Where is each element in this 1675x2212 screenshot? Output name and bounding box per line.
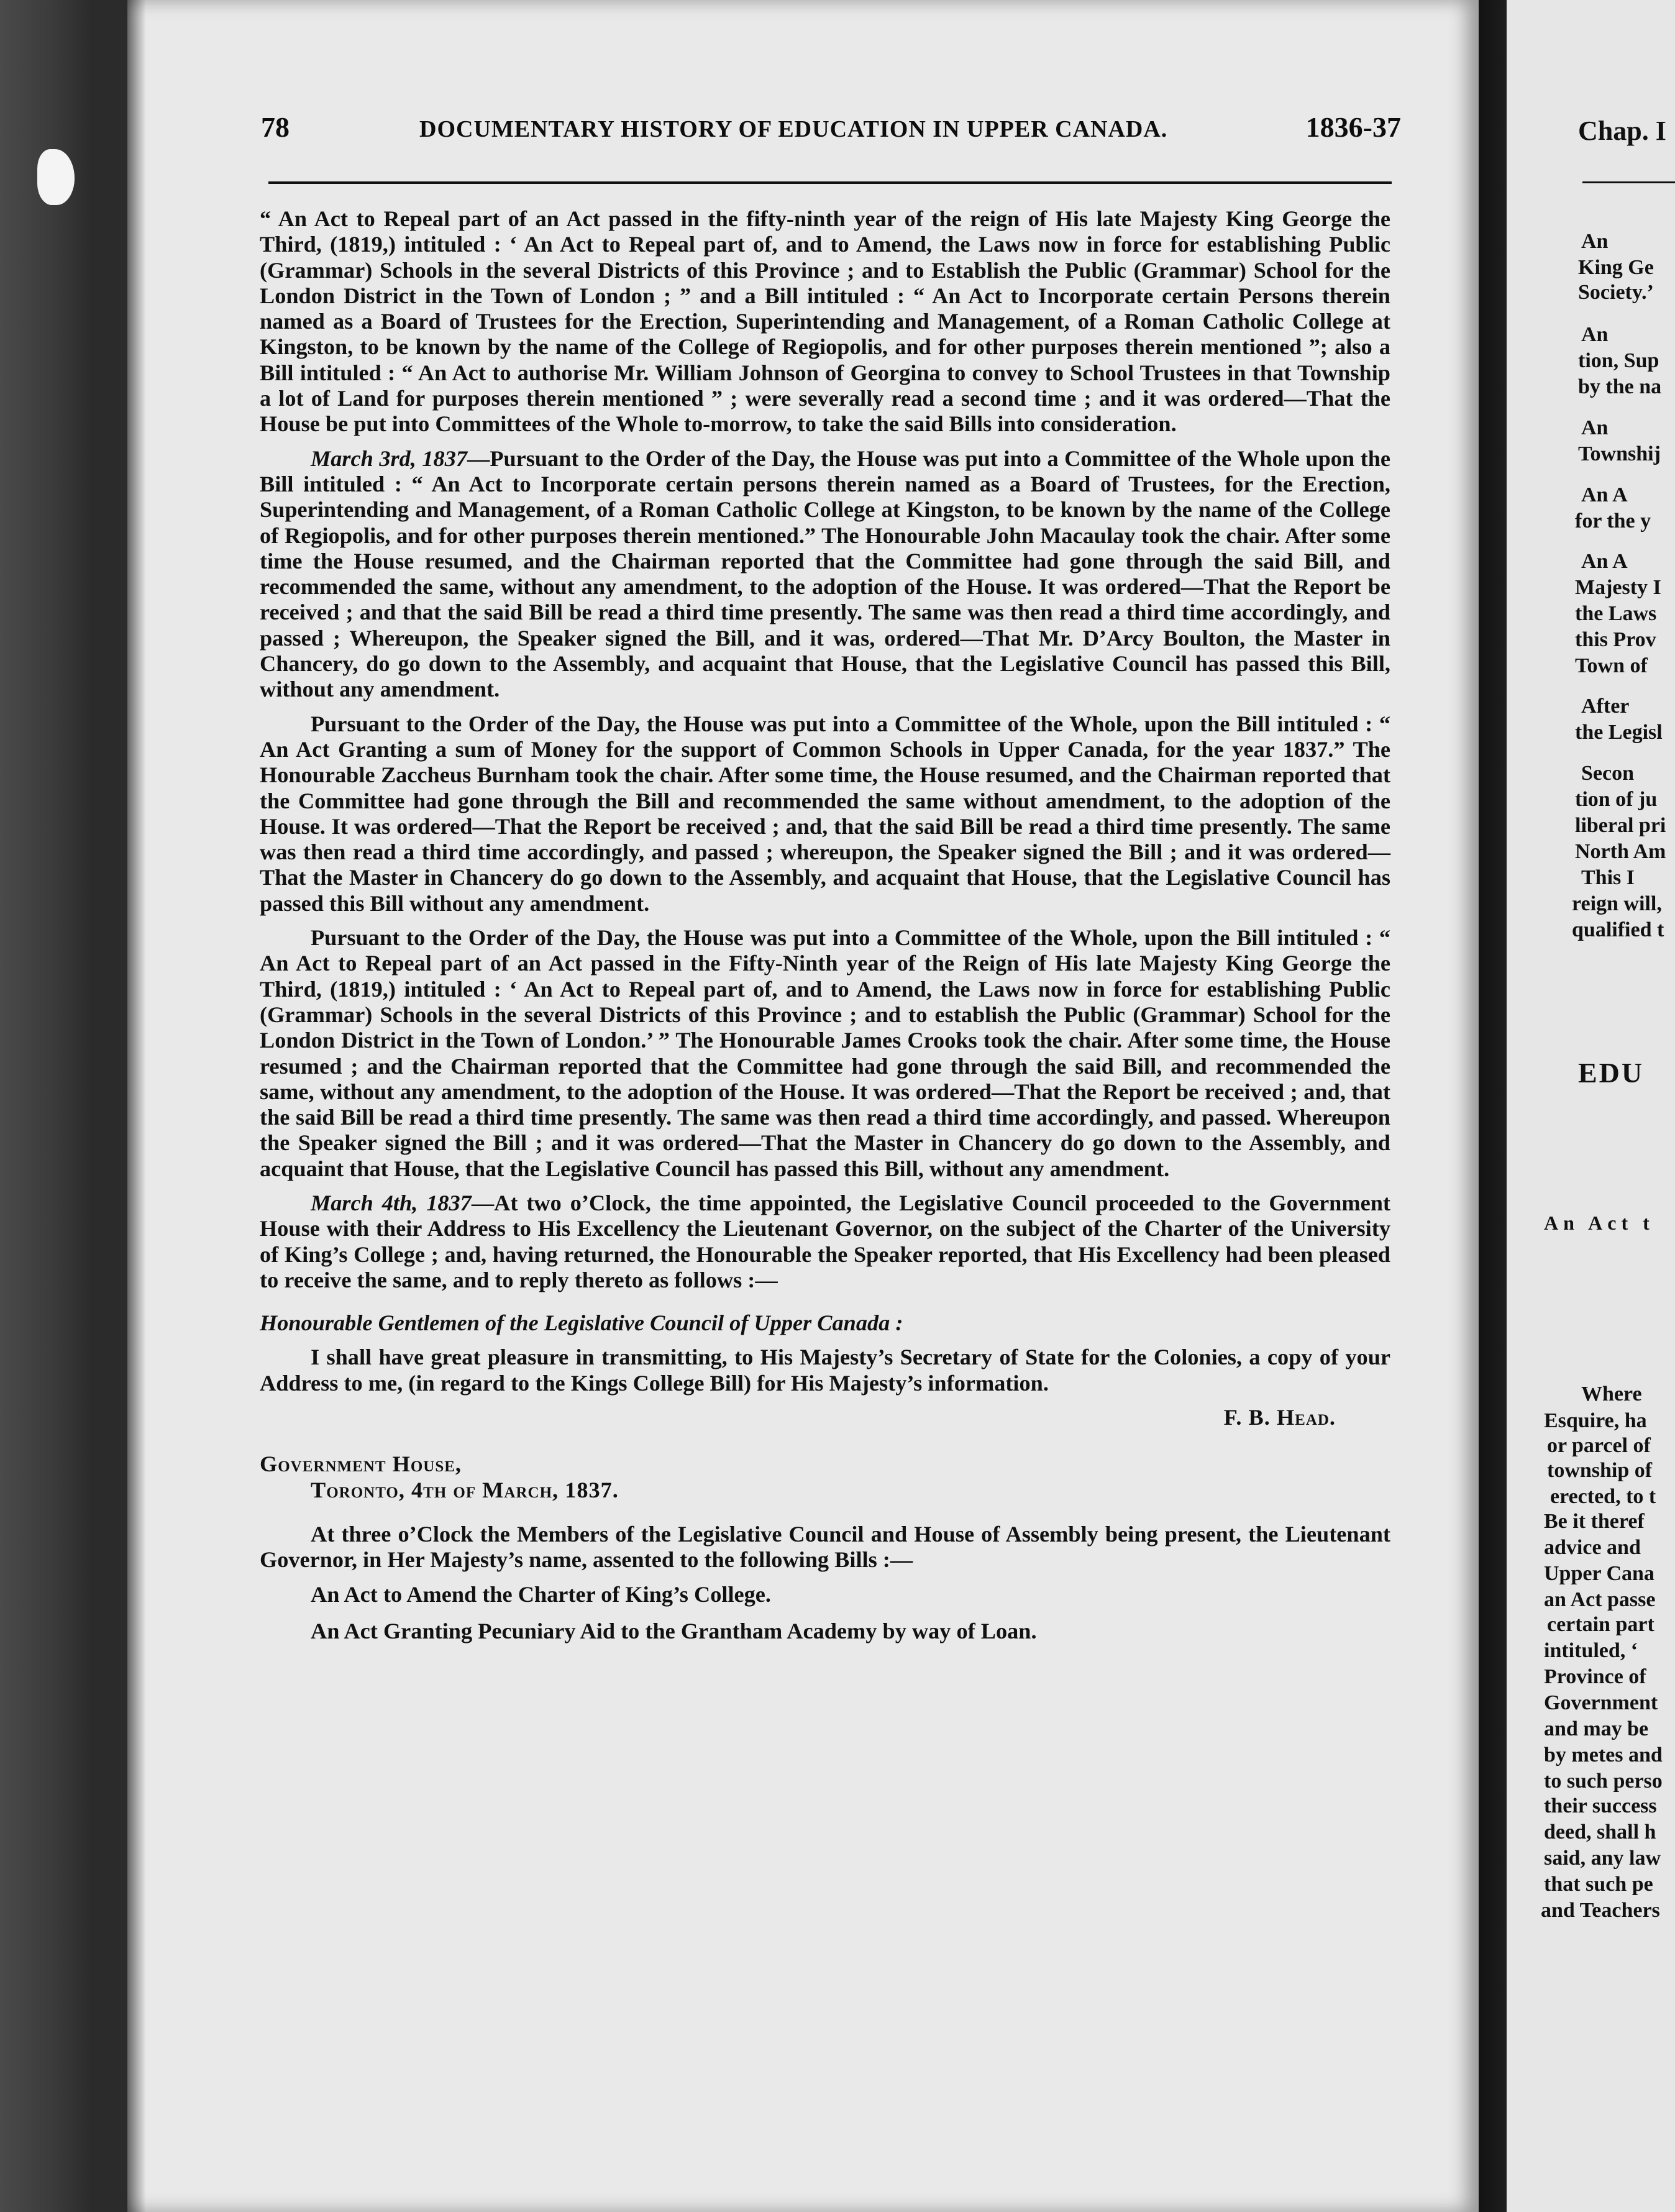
facing-page-line: Be it theref	[1544, 1510, 1645, 1533]
running-head	[261, 111, 1401, 154]
facing-page-line: this Prov	[1575, 628, 1656, 651]
facing-page-line: An	[1581, 230, 1609, 253]
facing-page-line: An A	[1581, 550, 1628, 573]
facing-page-line: and Teachers	[1541, 1899, 1660, 1922]
facing-page-line: Majesty I	[1575, 576, 1661, 599]
facing-page-header: Chap. I	[1578, 116, 1666, 146]
facing-page-line: Town of	[1575, 654, 1648, 677]
facing-page-line: Where	[1581, 1382, 1642, 1405]
facing-page-line: by the na	[1578, 375, 1662, 398]
paragraph-march-4th-text: —At two o’Clock, the time appointed, the Legislative Council proceeded to the Government House with their Address to His Excellency the Lieutenant Governor, on the subject of the Charter of the University of King’s College ; and, having returned, the Honourable the Speaker reported, that His Excellency had been pleased to receive the same, and to reply thereto as follows :—	[260, 1190, 1390, 1292]
paragraph-march-3rd	[260, 446, 1390, 703]
page-body	[260, 206, 1390, 1655]
place-line: Government House,	[260, 1451, 462, 1477]
facing-page-line: to such perso	[1544, 1770, 1663, 1793]
facing-page-line: the Laws	[1575, 602, 1657, 625]
bill-kings-college: An Act to Amend the Charter of King’s College.	[311, 1581, 771, 1607]
facing-page-line: qualified t	[1572, 918, 1664, 941]
date-march-4th: March 4th, 1837	[311, 1190, 472, 1215]
facing-page-line: North Am	[1575, 840, 1666, 863]
date-march-3rd: March 3rd, 1837	[311, 446, 468, 471]
facing-page-line: This I	[1581, 866, 1635, 889]
facing-page-line: liberal pri	[1575, 814, 1666, 837]
assent-paragraph: At three o’Clock the Members of the Legislative Council and House of Assembly being present, the Lieutenant Governor, in Her Majesty’s name, assented to the following Bills :—	[260, 1521, 1390, 1573]
facing-page-line: and may be	[1544, 1717, 1649, 1740]
facing-page-line: certain part	[1547, 1613, 1654, 1636]
facing-page-line: the Legisl	[1575, 721, 1663, 744]
page-number: 78	[261, 111, 290, 143]
facing-page-line: An Act t	[1544, 1212, 1654, 1234]
facing-page-line: that such pe	[1544, 1873, 1653, 1896]
paragraph-march-3rd-text: —Pursuant to the Order of the Day, the House was put into a Committee of the Whole upon the Bill intituled : “ An Act to Incorporate certain persons therein named as a Board of Trustees, for the Erection, Superintending and Management, of a Roman Catholic College at Kingston, to be known by the name of the College of Regiopolis, and for other purposes therein mentioned.” The Honourable John Macaulay took the chair. After some time the House resumed, and the Chairman reported that the Committee had gone through the said Bill, and recommended the same, without any amendment, to the adoption of the House. It was ordered—That the Report be received ; and that the said Bill be read a third time presently. The same was then read a third time accordingly, and passed ; Whereupon, the Speaker signed the Bill, and it was, ordered—That Mr. D’Arcy Boulton, the Master in Chancery, do go down to the Assembly, and acquaint that House, that the Legislative Council has passed this Bill, without any amendment.	[260, 446, 1391, 702]
facing-page-line: tion of ju	[1575, 788, 1658, 811]
running-year: 1836-37	[1305, 111, 1401, 143]
facing-page-line: an Act passe	[1544, 1588, 1656, 1611]
facing-page-line: Townshij	[1578, 442, 1661, 465]
facing-page-line: After	[1581, 695, 1630, 718]
page-gutter	[1479, 0, 1507, 2212]
governor-reply: I shall have great pleasure in transmitting, to His Majesty’s Secretary of State for the Colonies, a copy of your Address to me, (in regard to the Kings College Bill) for His Majesty’s information.	[260, 1345, 1390, 1396]
place-date-line: Toronto, 4th of March, 1837.	[311, 1477, 619, 1502]
facing-page-line: deed, shall h	[1544, 1821, 1656, 1844]
facing-page	[1507, 0, 1675, 2212]
facing-page-line: Government	[1544, 1691, 1658, 1714]
facing-page-line: advice and	[1544, 1536, 1641, 1559]
facing-page-line: township of	[1547, 1459, 1653, 1482]
paragraph-bills-second-reading: “ An Act to Repeal part of an Act passed in the fifty-ninth year of the reign of His late Majesty King George the Third, (1819,) intituled : ‘ An Act to Repeal part of, and to Amend, the Laws now in force for establishing Public (Grammar) Schools in the several Districts of this Province ; and to Establish the Public (Grammar) School for the London District in the Town of London ; ” and a Bill intituled : “ An Act to Incorporate certain Persons therein named as a Board of Trustees for the Erection, Superintending and Management, of a Roman Catholic College at Kingston, to be known by the name of the College of Regiopolis, and for other purposes therein mentioned ”; also a Bill intituled : “ An Act to authorise Mr. William Johnson of Georgina to convey to School Trustees in that Township a lot of Land for purposes therein mentioned ” ; were severally read a second time ; and it was ordered—That the House be put into Committees of the Whole to-morrow, to take the said Bills into consideration.	[260, 206, 1390, 437]
facing-page-line: EDU	[1578, 1057, 1645, 1089]
facing-page-line: erected, to t	[1550, 1485, 1656, 1508]
bill-grantham-academy: An Act Granting Pecuniary Aid to the Grantham Academy by way of Loan.	[311, 1618, 1037, 1643]
paragraph-grammar-schools-bill: Pursuant to the Order of the Day, the House was put into a Committee of the Whole, upon the Bill intituled : “ An Act to Repeal part of an Act passed in the Fifty-Ninth year of the Reign of His late Majesty King George the Third, (1819,) intituled : ‘ An Act to Repeal part of, and to Amend, the Laws now in force for establishing Public (Grammar) Schools in the several Districts of this Province ; and to establish the Public (Grammar) School for the London District in the Town of London.’ ” The Honourable James Crooks took the chair. After some time, the House resumed ; and the Chairman reported that the Committee had gone through the said Bill, and recommended the same, without any amendment, to the adoption of the House. It was ordered—That the Report be received ; and, that the said Bill be read a third time presently. The same was then read a third time accordingly, and passed. Whereupon the Speaker signed the Bill ; and it was ordered—That the Master in Chancery do go down to the Assembly, and acquaint that House, that the Legislative Council has passed this Bill, without any amendment.	[260, 925, 1390, 1181]
signature: F. B. Head.	[1223, 1405, 1336, 1430]
facing-page-line: or parcel of	[1547, 1434, 1651, 1457]
facing-header-rule	[1582, 181, 1675, 183]
facing-page-line: Society.’	[1578, 281, 1654, 304]
facing-page-line: Esquire, ha	[1544, 1409, 1647, 1432]
facing-page-line: Secon	[1581, 762, 1634, 785]
facing-page-line: reign will,	[1572, 892, 1662, 915]
facing-page-line: for the y	[1575, 510, 1651, 532]
facing-page-text	[1507, 0, 1675, 2212]
facing-page-line: Upper Cana	[1544, 1562, 1654, 1585]
facing-page-line: their success	[1544, 1794, 1657, 1817]
address-heading: Honourable Gentlemen of the Legislative Council of Upper Canada :	[260, 1310, 903, 1336]
paragraph-common-schools-bill: Pursuant to the Order of the Day, the House was put into a Committee of the Whole, upon the Bill intituled : “ An Act Granting a sum of Money for the support of Common Schools in Upper Canada, for the year 1837.” The Honourable Zaccheus Burnham took the chair. After some time, the House resumed, and the Chairman reported that the Committee had gone through the Bill and recommended the same without amendment, to the adoption of the House. It was ordered—That the Report be received ; and, that the said Bill be read a third time presently. The same was then read a third time accordingly, and passed ; whereupon, the Speaker signed the Bill ; and it was ordered—That the Master in Chancery do go down to the Assembly, and acquaint that House, that the Legislative Council has passed this Bill without any amendment.	[260, 711, 1390, 916]
facing-page-line: tion, Sup	[1578, 349, 1659, 372]
facing-page-line: An	[1581, 323, 1609, 346]
facing-page-line: An A	[1581, 483, 1628, 506]
facing-page-line: by metes and	[1544, 1744, 1663, 1766]
paper-damage-spot	[37, 149, 75, 205]
facing-page-line: An	[1581, 416, 1609, 439]
facing-page-line: King Ge	[1578, 256, 1654, 279]
paragraph-march-4th	[260, 1191, 1390, 1293]
book-binding-edge	[0, 0, 93, 2212]
facing-page-line: intituled, ‘	[1544, 1639, 1638, 1662]
facing-page-line: said, any law	[1544, 1847, 1661, 1870]
running-title: DOCUMENTARY HISTORY OF EDUCATION IN UPPER CANADA.	[419, 116, 1168, 142]
facing-page-line: Province of	[1544, 1665, 1646, 1688]
header-rule	[268, 181, 1392, 184]
